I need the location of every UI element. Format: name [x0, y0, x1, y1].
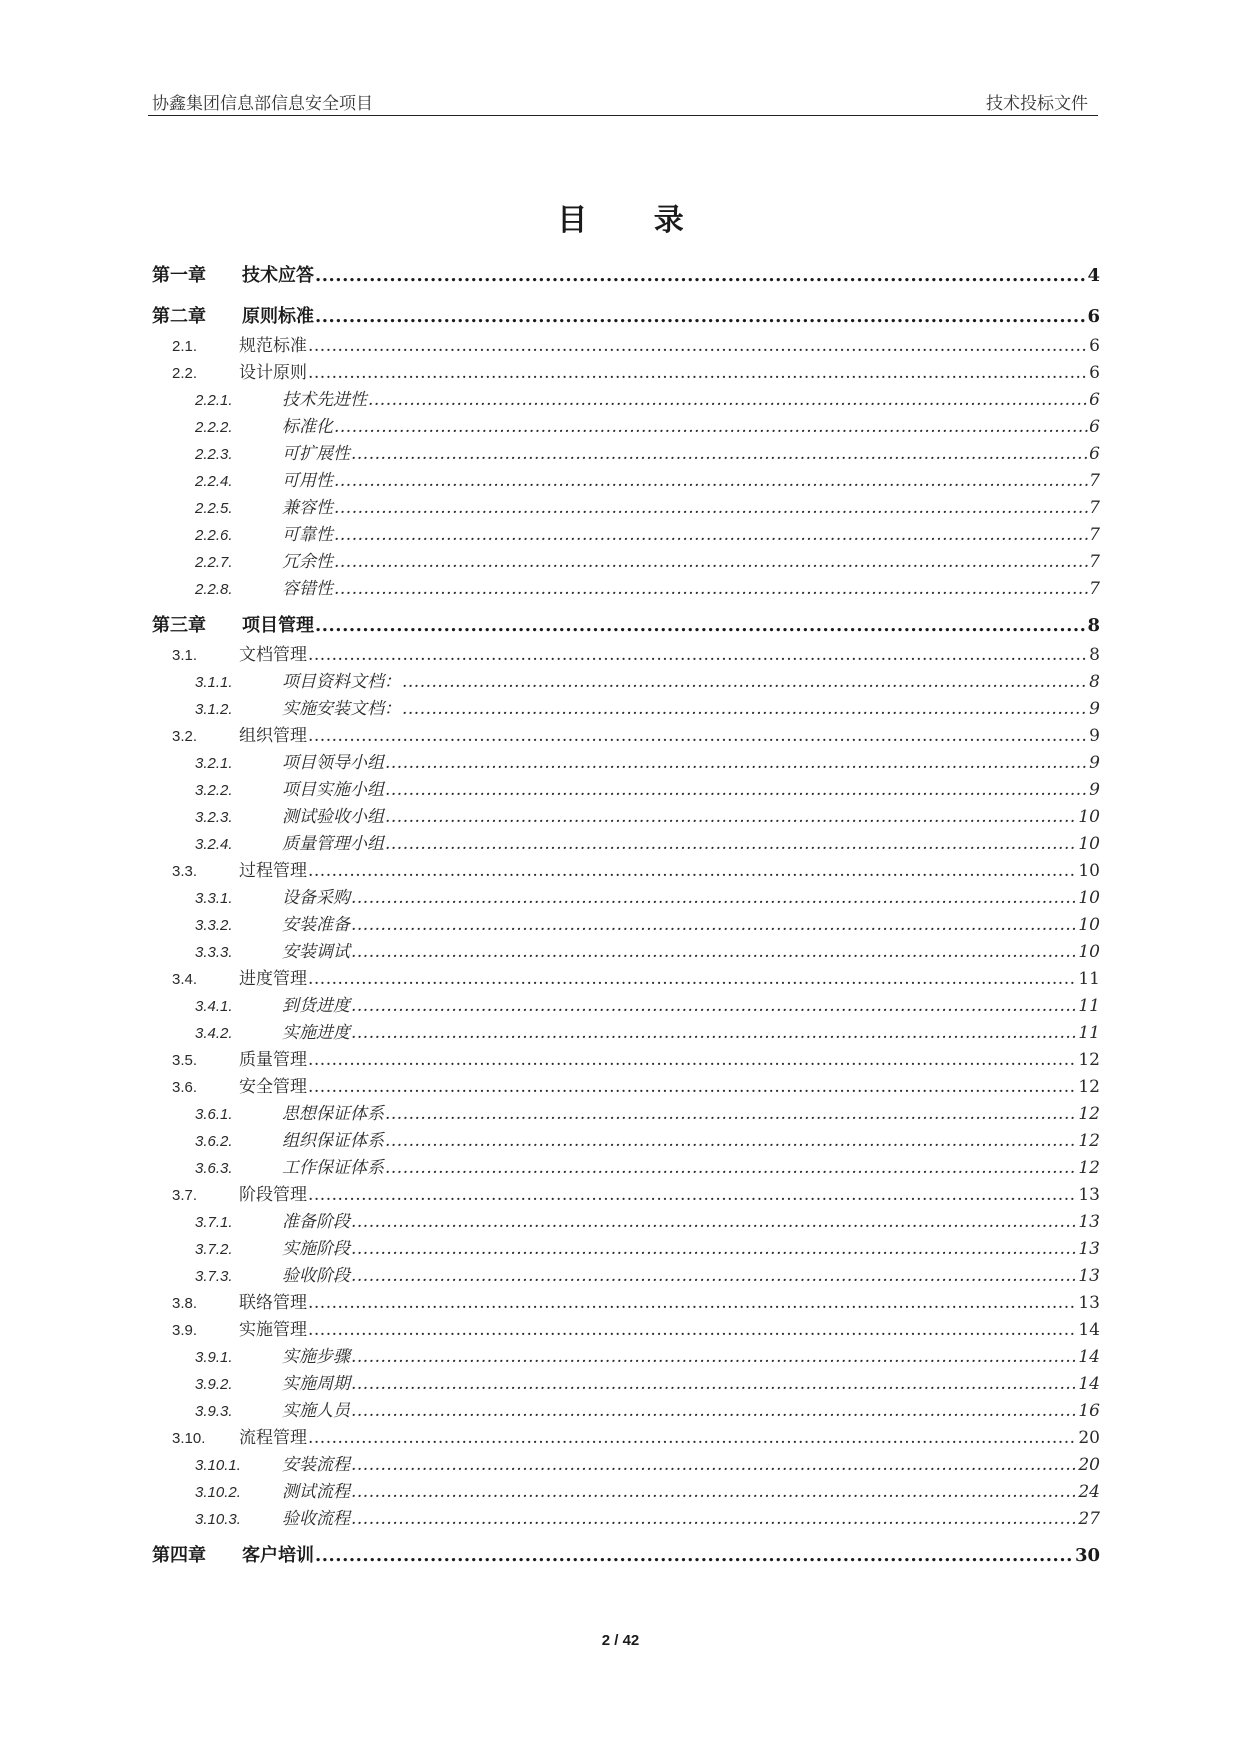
toc-entry-title: 实施进度: [282, 1023, 350, 1043]
toc-entry-title: 实施管理: [239, 1320, 307, 1340]
toc-entry-number: 2.2.5.: [195, 500, 233, 517]
toc-entry[interactable]: [150, 1537, 1100, 1574]
toc-entry-page: 6: [1089, 336, 1100, 356]
toc-entry-number: 3.10.2.: [195, 1484, 241, 1501]
toc-entry-page: 8: [1087, 615, 1100, 636]
toc-entry-page: 9: [1089, 780, 1100, 800]
toc-entry-page: 16: [1078, 1401, 1100, 1421]
toc-entry-title: 规范标准: [239, 336, 307, 356]
toc-entry-title: 项目管理: [242, 615, 314, 636]
toc-entry-page: 11: [1078, 969, 1100, 989]
toc-entry-number: 第一章: [152, 265, 206, 286]
toc-entry-number: 3.4.1.: [195, 998, 233, 1015]
toc-entry-number: 第二章: [152, 306, 206, 327]
toc-entry-title: 安装流程: [282, 1455, 350, 1475]
toc-entry-number: 3.6.3.: [195, 1160, 233, 1177]
toc-entry-page: 12: [1078, 1104, 1100, 1124]
toc-entry-title: 过程管理: [239, 861, 307, 881]
toc-entry-number: 3.9.1.: [195, 1349, 233, 1366]
toc-dot-leader: [308, 966, 1077, 993]
toc-dot-leader: [351, 1452, 1077, 1479]
toc-entry-page: 27: [1078, 1509, 1100, 1529]
toc-entry-page: 9: [1089, 753, 1100, 773]
toc-entry-title: 容错性: [282, 579, 333, 599]
toc-entry-title: 测试验收小组: [282, 807, 384, 827]
toc-entry[interactable]: [150, 333, 1100, 360]
toc-entry-page: 7: [1089, 498, 1100, 518]
toc-dot-leader: [308, 1290, 1077, 1317]
toc-entry-number: 3.2.: [172, 728, 198, 745]
toc-dot-leader: [351, 993, 1077, 1020]
toc-entry-number: 3.7.2.: [195, 1241, 233, 1258]
toc-entry-title: 到货进度: [282, 996, 350, 1016]
toc-entry-page: 7: [1089, 552, 1100, 572]
toc-entry[interactable]: [150, 750, 1100, 777]
toc-entry[interactable]: [150, 642, 1100, 669]
toc-dot-leader: [351, 912, 1077, 939]
toc-entry-title: 流程管理: [239, 1428, 307, 1448]
toc-entry-title: 项目资料文档：: [282, 672, 401, 692]
toc-entry-number: 3.9.2.: [195, 1376, 233, 1393]
toc-entry[interactable]: [150, 1020, 1100, 1047]
toc-entry-title: 实施安装文档：: [282, 699, 401, 719]
toc-entry-page: 14: [1078, 1320, 1100, 1340]
toc-dot-leader: [368, 387, 1088, 414]
toc-entry-page: 13: [1078, 1212, 1100, 1232]
toc-entry-title: 验收阶段: [282, 1266, 350, 1286]
toc-entry-number: 3.3.3.: [195, 944, 233, 961]
toc-entry-title: 安装准备: [282, 915, 350, 935]
toc-entry-page: 9: [1089, 699, 1100, 719]
toc-entry-number: 第三章: [152, 615, 206, 636]
toc-entry-title: 项目实施小组: [282, 780, 384, 800]
toc-entry-title: 标准化: [282, 417, 333, 437]
toc-dot-leader: [385, 1155, 1077, 1182]
toc-entry-number: 3.2.2.: [195, 782, 233, 799]
toc-entry-number: 3.9.3.: [195, 1403, 233, 1420]
toc-entry[interactable]: [150, 1452, 1100, 1479]
toc-entry-number: 3.2.3.: [195, 809, 233, 826]
toc-entry[interactable]: [150, 495, 1100, 522]
toc-entry-title: 思想保证体系: [282, 1104, 384, 1124]
toc-entry-page: 6: [1089, 363, 1100, 383]
toc-entry-title: 测试流程: [282, 1482, 350, 1502]
toc-entry-number: 3.1.: [172, 647, 198, 664]
toc-dot-leader: [315, 257, 1086, 294]
toc-entry-page: 13: [1078, 1185, 1100, 1205]
toc-entry-page: 10: [1078, 834, 1100, 854]
toc-entry-page: 12: [1078, 1158, 1100, 1178]
toc-dot-leader: [351, 1506, 1077, 1533]
toc-entry[interactable]: [150, 669, 1100, 696]
toc-entry[interactable]: [150, 1317, 1100, 1344]
toc-dot-leader: [308, 360, 1088, 387]
toc-entry-page: 14: [1078, 1374, 1100, 1394]
toc-entry-title: 安装调试: [282, 942, 350, 962]
toc-dot-leader: [334, 468, 1088, 495]
toc-entry[interactable]: [150, 777, 1100, 804]
toc-dot-leader: [334, 549, 1088, 576]
toc-dot-leader: [351, 441, 1088, 468]
toc-entry-page: 10: [1078, 915, 1100, 935]
toc-entry-page: 11: [1078, 996, 1100, 1016]
toc-dot-leader: [351, 1236, 1077, 1263]
toc-entry-page: 9: [1089, 726, 1100, 746]
toc-entry[interactable]: [150, 576, 1100, 603]
toc-entry-number: 3.10.: [172, 1430, 206, 1447]
toc-entry-title: 实施周期: [282, 1374, 350, 1394]
toc-dot-leader: [334, 414, 1088, 441]
page-header: [148, 86, 1098, 116]
toc-entry-page: 7: [1089, 525, 1100, 545]
toc-entry[interactable]: [150, 1074, 1100, 1101]
toc-dot-leader: [351, 1263, 1077, 1290]
toc-dot-leader: [308, 723, 1088, 750]
toc-entry-title: 实施人员: [282, 1401, 350, 1421]
toc-entry[interactable]: [150, 607, 1100, 644]
toc-entry[interactable]: [150, 1371, 1100, 1398]
toc-entry-number: 3.10.3.: [195, 1511, 241, 1528]
toc-entry[interactable]: [150, 1425, 1100, 1452]
toc-entry-number: 3.7.1.: [195, 1214, 233, 1231]
toc-dot-leader: [308, 1182, 1077, 1209]
toc-entry-page: 20: [1078, 1428, 1100, 1448]
toc-dot-leader: [334, 576, 1088, 603]
toc-entry-page: 8: [1089, 672, 1100, 692]
toc-entry-number: 2.2.1.: [195, 392, 233, 409]
toc-entry-page: 6: [1087, 306, 1100, 327]
header-document-type: 技术投标文件: [986, 94, 1088, 114]
toc-entry-page: 10: [1078, 942, 1100, 962]
toc-entry-title: 项目领导小组: [282, 753, 384, 773]
toc-entry-title: 质量管理小组: [282, 834, 384, 854]
toc-dot-leader: [308, 858, 1077, 885]
toc-entry-page: 7: [1089, 471, 1100, 491]
toc-entry[interactable]: [150, 257, 1100, 294]
toc-entry[interactable]: [150, 912, 1100, 939]
toc-entry-page: 12: [1078, 1050, 1100, 1070]
toc-entry-number: 2.2.4.: [195, 473, 233, 490]
toc-entry-number: 3.4.2.: [195, 1025, 233, 1042]
toc-entry[interactable]: [150, 696, 1100, 723]
toc-entry-number: 3.1.1.: [195, 674, 233, 691]
toc-entry[interactable]: [150, 1263, 1100, 1290]
toc-entry[interactable]: [150, 1479, 1100, 1506]
toc-entry-title: 联络管理: [239, 1293, 307, 1313]
toc-entry-number: 3.9.: [172, 1322, 198, 1339]
header-project-name: 协鑫集团信息部信息安全项目: [152, 94, 373, 114]
toc-entry-number: 2.2.6.: [195, 527, 233, 544]
toc-entry[interactable]: [150, 858, 1100, 885]
toc-entry-title: 安全管理: [239, 1077, 307, 1097]
toc-entry-number: 2.1.: [172, 338, 198, 355]
toc-entry[interactable]: [150, 298, 1100, 335]
toc-dot-leader: [308, 1074, 1077, 1101]
toc-entry-number: 2.2.8.: [195, 581, 233, 598]
toc-dot-leader: [351, 1344, 1077, 1371]
toc-dot-leader: [308, 333, 1088, 360]
toc-dot-leader: [308, 1317, 1077, 1344]
toc-dot-leader: [385, 831, 1077, 858]
toc-entry-page: 13: [1078, 1293, 1100, 1313]
toc-entry[interactable]: [150, 387, 1100, 414]
toc-entry-page: 10: [1078, 807, 1100, 827]
toc-entry-title: 阶段管理: [239, 1185, 307, 1205]
toc-entry-title: 技术应答: [242, 265, 314, 286]
toc-entry[interactable]: [150, 885, 1100, 912]
toc-dot-leader: [315, 298, 1086, 335]
toc-entry-page: 7: [1089, 579, 1100, 599]
toc-entry-title: 实施步骤: [282, 1347, 350, 1367]
toc-entry-number: 第四章: [152, 1545, 206, 1566]
toc-entry-number: 2.2.7.: [195, 554, 233, 571]
toc-entry-page: 13: [1078, 1266, 1100, 1286]
toc-entry[interactable]: [150, 804, 1100, 831]
toc-entry-title: 兼容性: [282, 498, 333, 518]
toc-entry-number: 3.8.: [172, 1295, 198, 1312]
toc-entry-title: 可靠性: [282, 525, 333, 545]
toc-entry-title: 设备采购: [282, 888, 350, 908]
toc-entry[interactable]: [150, 1047, 1100, 1074]
toc-entry-number: 3.2.1.: [195, 755, 233, 772]
toc-dot-leader: [351, 885, 1077, 912]
toc-entry-number: 3.7.3.: [195, 1268, 233, 1285]
toc-entry-number: 2.2.2.: [195, 419, 233, 436]
toc-entry-number: 3.3.2.: [195, 917, 233, 934]
toc-entry-title: 组织管理: [239, 726, 307, 746]
toc-entry-title: 实施阶段: [282, 1239, 350, 1259]
toc-entry-title: 质量管理: [239, 1050, 307, 1070]
toc-entry-page: 10: [1078, 861, 1100, 881]
toc-dot-leader: [334, 522, 1088, 549]
toc-entry-number: 3.3.1.: [195, 890, 233, 907]
toc-entry-page: 8: [1089, 645, 1100, 665]
toc-entry[interactable]: [150, 522, 1100, 549]
toc-entry[interactable]: [150, 1290, 1100, 1317]
toc-entry-number: 3.4.: [172, 971, 198, 988]
toc-entry-page: 14: [1078, 1347, 1100, 1367]
toc-dot-leader: [351, 1479, 1077, 1506]
toc-entry[interactable]: [150, 1155, 1100, 1182]
toc-entry-title: 可用性: [282, 471, 333, 491]
toc-entry-title: 工作保证体系: [282, 1158, 384, 1178]
toc-entry-number: 2.2.3.: [195, 446, 233, 463]
toc-entry-page: 4: [1087, 265, 1100, 286]
toc-entry-number: 3.1.2.: [195, 701, 233, 718]
toc-entry[interactable]: [150, 831, 1100, 858]
toc-entry-number: 3.5.: [172, 1052, 198, 1069]
toc-title: 目 录: [557, 203, 712, 238]
toc-dot-leader: [385, 1128, 1077, 1155]
toc-entry-page: 10: [1078, 888, 1100, 908]
toc-dot-leader: [385, 804, 1077, 831]
toc-dot-leader: [315, 607, 1086, 644]
toc-entry-number: 3.3.: [172, 863, 198, 880]
toc-entry[interactable]: [150, 966, 1100, 993]
toc-entry[interactable]: [150, 1101, 1100, 1128]
toc-entry-title: 进度管理: [239, 969, 307, 989]
toc-entry-title: 客户培训: [242, 1545, 314, 1566]
toc-entry[interactable]: [150, 939, 1100, 966]
toc-entry[interactable]: [150, 993, 1100, 1020]
toc-entry[interactable]: [150, 1344, 1100, 1371]
toc-entry-number: 2.2.: [172, 365, 198, 382]
toc-dot-leader: [402, 696, 1088, 723]
toc-entry-title: 文档管理: [239, 645, 307, 665]
toc-entry-page: 6: [1089, 444, 1100, 464]
toc-entry-number: 3.2.4.: [195, 836, 233, 853]
toc-entry[interactable]: [150, 1506, 1100, 1533]
toc-dot-leader: [351, 1209, 1077, 1236]
page-number: 2 / 42: [601, 1632, 640, 1649]
toc-dot-leader: [385, 1101, 1077, 1128]
toc-dot-leader: [308, 642, 1088, 669]
toc-entry-title: 可扩展性: [282, 444, 350, 464]
toc-entry[interactable]: [150, 414, 1100, 441]
toc-dot-leader: [351, 1371, 1077, 1398]
toc-entry-title: 准备阶段: [282, 1212, 350, 1232]
toc-entry-page: 11: [1078, 1023, 1100, 1043]
toc-dot-leader: [315, 1537, 1074, 1574]
toc-entry-number: 3.6.: [172, 1079, 198, 1096]
toc-dot-leader: [351, 1398, 1077, 1425]
toc-dot-leader: [385, 750, 1088, 777]
toc-entry-title: 原则标准: [242, 306, 314, 327]
toc-entry[interactable]: [150, 549, 1100, 576]
toc-entry-page: 12: [1078, 1077, 1100, 1097]
toc-dot-leader: [308, 1047, 1077, 1074]
toc-entry[interactable]: [150, 1182, 1100, 1209]
toc-entry-page: 30: [1074, 1545, 1100, 1566]
table-of-contents: [150, 257, 1100, 1574]
toc-entry[interactable]: [150, 1398, 1100, 1425]
toc-entry-page: 13: [1078, 1239, 1100, 1259]
toc-entry[interactable]: [150, 441, 1100, 468]
toc-entry-number: 3.6.1.: [195, 1106, 233, 1123]
toc-entry[interactable]: [150, 1236, 1100, 1263]
toc-dot-leader: [334, 495, 1088, 522]
toc-entry-title: 组织保证体系: [282, 1131, 384, 1151]
toc-entry-page: 12: [1078, 1131, 1100, 1151]
toc-dot-leader: [308, 1425, 1077, 1452]
toc-dot-leader: [385, 777, 1088, 804]
toc-entry-page: 6: [1089, 390, 1100, 410]
toc-entry-page: 20: [1078, 1455, 1100, 1475]
toc-entry-number: 3.6.2.: [195, 1133, 233, 1150]
toc-entry-title: 技术先进性: [282, 390, 367, 410]
toc-dot-leader: [351, 939, 1077, 966]
toc-entry-page: 24: [1078, 1482, 1100, 1502]
toc-entry[interactable]: [150, 723, 1100, 750]
toc-entry[interactable]: [150, 1128, 1100, 1155]
toc-entry-title: 设计原则: [239, 363, 307, 383]
toc-entry-number: 3.10.1.: [195, 1457, 241, 1474]
toc-entry-title: 冗余性: [282, 552, 333, 572]
toc-entry-title: 验收流程: [282, 1509, 350, 1529]
toc-entry[interactable]: [150, 1209, 1100, 1236]
toc-entry-page: 6: [1089, 417, 1100, 437]
toc-dot-leader: [402, 669, 1088, 696]
toc-entry[interactable]: [150, 468, 1100, 495]
toc-entry-number: 3.7.: [172, 1187, 198, 1204]
toc-dot-leader: [351, 1020, 1077, 1047]
toc-entry[interactable]: [150, 360, 1100, 387]
